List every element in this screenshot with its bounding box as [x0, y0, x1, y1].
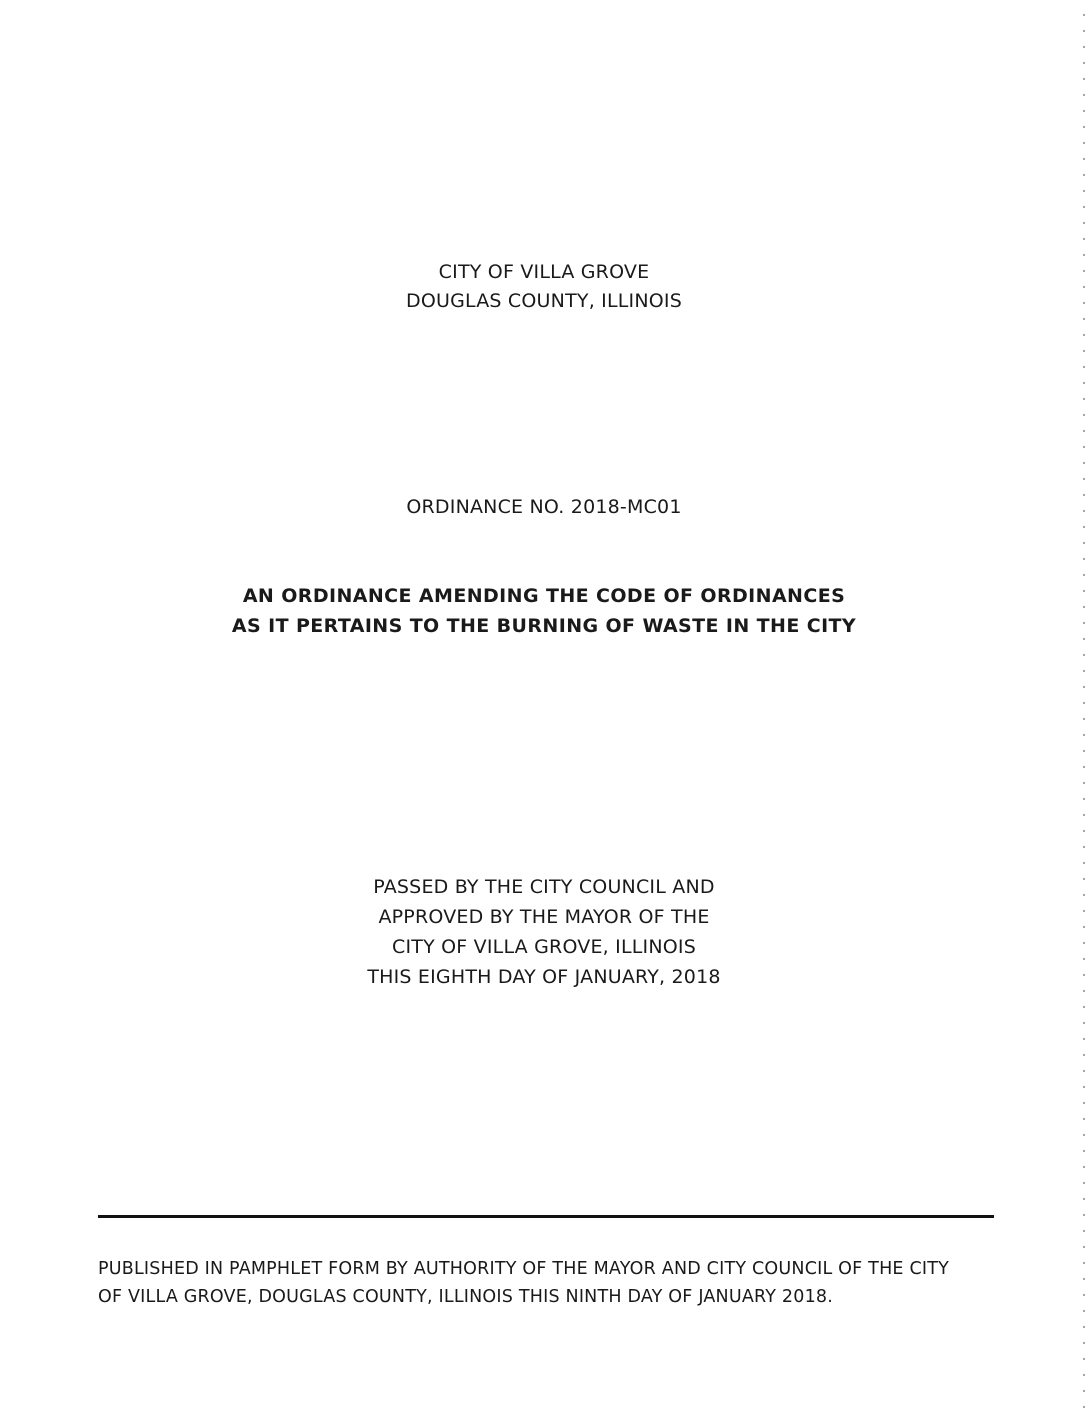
publication-line-1: PUBLISHED IN PAMPHLET FORM BY AUTHORITY OF THE MAYOR AND CITY COUNCIL OF THE CITY	[98, 1259, 950, 1279]
passage-line-1: PASSED BY THE CITY COUNCIL AND	[373, 876, 715, 898]
city-heading	[0, 258, 1088, 316]
publication-line-2: OF VILLA GROVE, DOUGLAS COUNTY, ILLINOIS THIS NINTH DAY OF JANUARY 2018.	[98, 1287, 834, 1307]
ordinance-title-line-1: AN ORDINANCE AMENDING THE CODE OF ORDINANCES	[242, 585, 846, 607]
ordinance-title	[0, 581, 1088, 641]
horizontal-rule	[98, 1215, 994, 1218]
ordinance-number-block	[0, 493, 1088, 522]
publication-notice	[98, 1255, 998, 1311]
passage-line-2: APPROVED BY THE MAYOR OF THE	[378, 906, 710, 928]
ordinance-number: ORDINANCE NO. 2018-MC01	[406, 496, 682, 518]
passage-line-3: CITY OF VILLA GROVE, ILLINOIS	[392, 936, 696, 958]
ordinance-title-line-2: AS IT PERTAINS TO THE BURNING OF WASTE IN THE CITY	[231, 615, 857, 637]
passage-statement	[0, 872, 1088, 992]
city-name: CITY OF VILLA GROVE	[438, 261, 650, 283]
scan-edge-artifact	[1083, 0, 1085, 1408]
county-state: DOUGLAS COUNTY, ILLINOIS	[406, 290, 682, 312]
passage-line-4: THIS EIGHTH DAY OF JANUARY, 2018	[367, 966, 721, 988]
